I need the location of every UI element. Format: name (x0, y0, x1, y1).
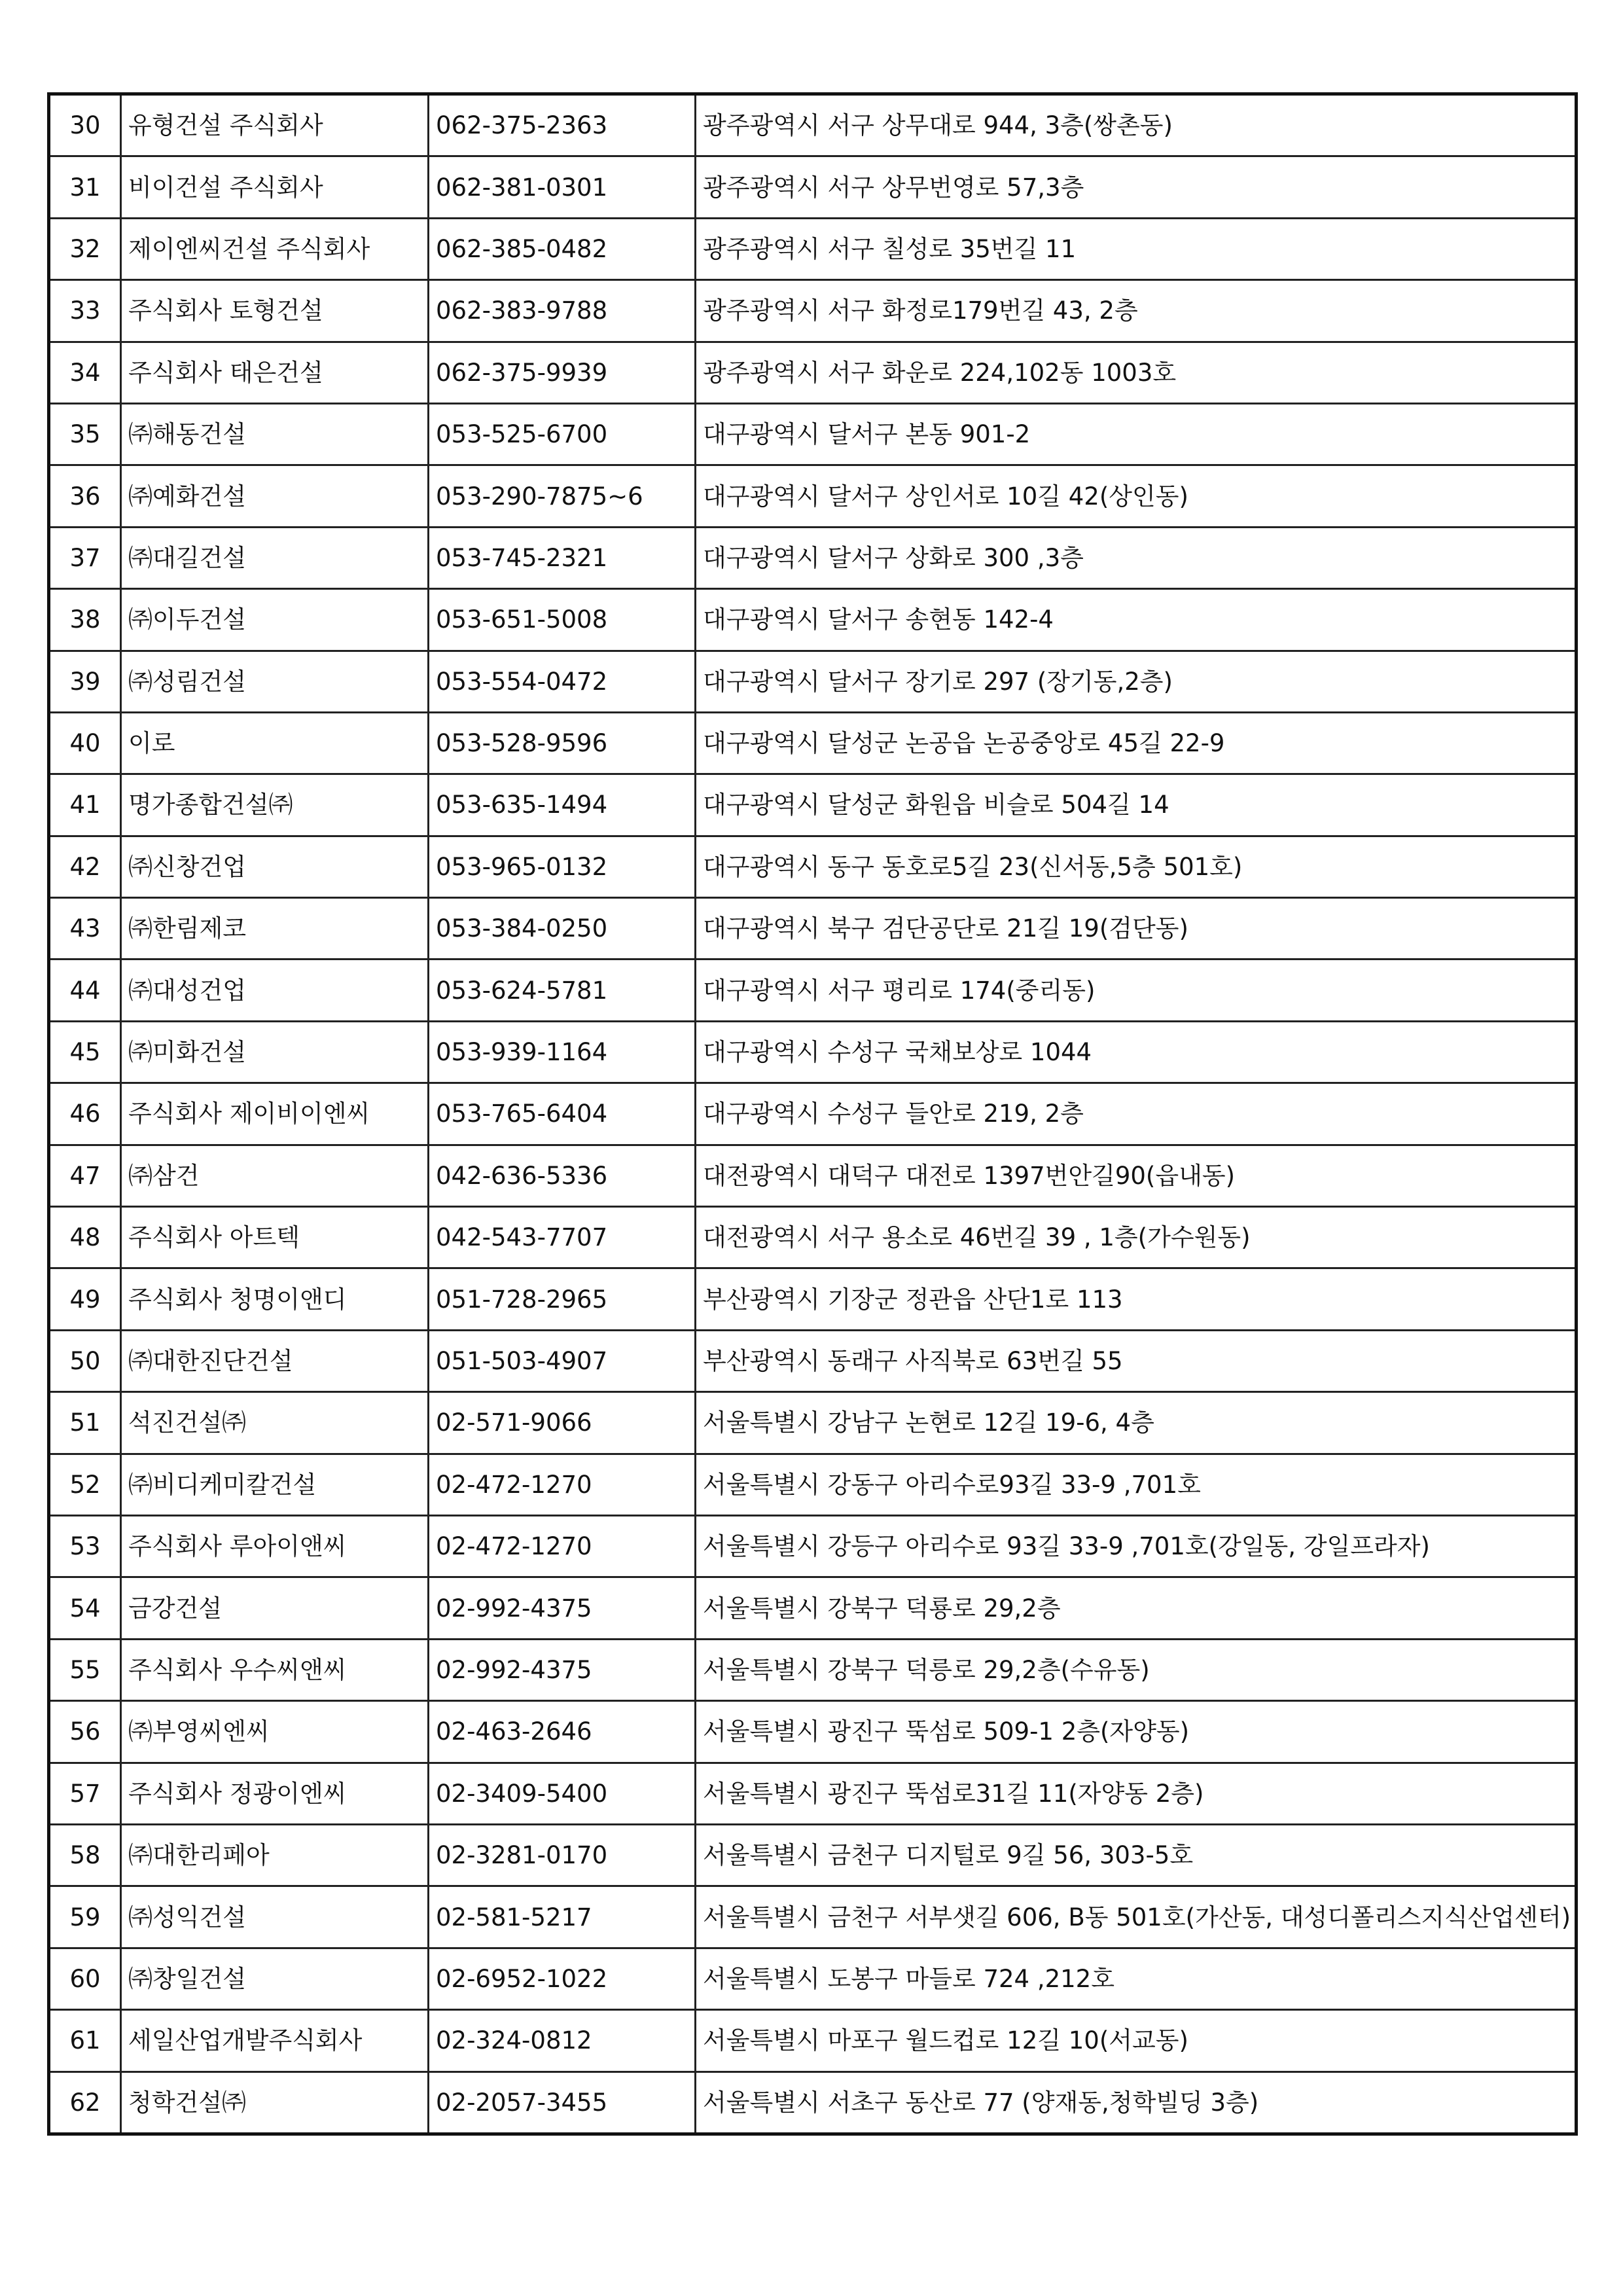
address: 대전광역시 대덕구 대전로 1397번안길90(읍내동) (696, 1145, 1577, 1206)
table-row (49, 898, 1577, 960)
phone-number: 053-765-6404 (429, 1083, 696, 1145)
address: 서울특별시 강북구 덕릉로 29,2층(수유동) (696, 1639, 1577, 1700)
table-row (49, 1145, 1577, 1206)
row-number: 49 (49, 1268, 121, 1330)
address: 대구광역시 달서구 송현동 142-4 (696, 589, 1577, 651)
phone-number: 02-3409-5400 (429, 1763, 696, 1824)
table-row (49, 712, 1577, 774)
table-row (49, 1268, 1577, 1330)
table-row (49, 651, 1577, 712)
row-number: 56 (49, 1701, 121, 1763)
address: 대구광역시 달서구 본동 901-2 (696, 403, 1577, 465)
table-row (49, 1330, 1577, 1391)
table-row (49, 218, 1577, 279)
phone-number: 053-290-7875~6 (429, 465, 696, 527)
row-number: 60 (49, 1948, 121, 2009)
table-row (49, 1763, 1577, 1824)
phone-number: 042-543-7707 (429, 1207, 696, 1268)
phone-number: 051-728-2965 (429, 1268, 696, 1330)
table-row (49, 1886, 1577, 1948)
address: 서울특별시 광진구 뚝섬로31길 11(자양동 2층) (696, 1763, 1577, 1824)
row-number: 34 (49, 342, 121, 403)
address: 광주광역시 서구 화운로 224,102동 1003호 (696, 342, 1577, 403)
row-number: 30 (49, 94, 121, 156)
company-name: ㈜한림제코 (121, 898, 429, 960)
phone-number: 02-472-1270 (429, 1515, 696, 1577)
table-row (49, 280, 1577, 342)
row-number: 35 (49, 403, 121, 465)
row-number: 46 (49, 1083, 121, 1145)
address: 서울특별시 마포구 월드컵로 12길 10(서교동) (696, 2010, 1577, 2072)
table-row (49, 2010, 1577, 2072)
address: 대구광역시 수성구 국채보상로 1044 (696, 1021, 1577, 1083)
row-number: 32 (49, 218, 121, 279)
company-name: ㈜삼건 (121, 1145, 429, 1206)
company-name: ㈜신창건업 (121, 836, 429, 897)
phone-number: 053-554-0472 (429, 651, 696, 712)
row-number: 31 (49, 156, 121, 218)
row-number: 39 (49, 651, 121, 712)
row-number: 40 (49, 712, 121, 774)
company-name: ㈜대한리페아 (121, 1824, 429, 1886)
row-number: 57 (49, 1763, 121, 1824)
company-name: ㈜이두건설 (121, 589, 429, 651)
row-number: 33 (49, 280, 121, 342)
phone-number: 051-503-4907 (429, 1330, 696, 1391)
address: 서울특별시 광진구 뚝섬로 509-1 2층(자양동) (696, 1701, 1577, 1763)
company-name: ㈜대한진단건설 (121, 1330, 429, 1391)
contractor-table-body (49, 94, 1577, 2134)
table-row (49, 342, 1577, 403)
company-name: ㈜예화건설 (121, 465, 429, 527)
phone-number: 062-375-2363 (429, 94, 696, 156)
address: 부산광역시 기장군 정관읍 산단1로 113 (696, 1268, 1577, 1330)
address: 광주광역시 서구 상무번영로 57,3층 (696, 156, 1577, 218)
table-row (49, 1083, 1577, 1145)
company-name: ㈜비디케미칼건설 (121, 1454, 429, 1515)
phone-number: 062-375-9939 (429, 342, 696, 403)
phone-number: 042-636-5336 (429, 1145, 696, 1206)
address: 광주광역시 서구 상무대로 944, 3층(쌍촌동) (696, 94, 1577, 156)
address: 대구광역시 달서구 상화로 300 ,3층 (696, 527, 1577, 588)
row-number: 47 (49, 1145, 121, 1206)
row-number: 55 (49, 1639, 121, 1700)
table-row (49, 94, 1577, 156)
address: 서울특별시 강남구 논현로 12길 19-6, 4층 (696, 1392, 1577, 1454)
row-number: 53 (49, 1515, 121, 1577)
address: 대구광역시 동구 동호로5길 23(신서동,5층 501호) (696, 836, 1577, 897)
row-number: 51 (49, 1392, 121, 1454)
phone-number: 053-651-5008 (429, 589, 696, 651)
company-name: 주식회사 아트텍 (121, 1207, 429, 1268)
address: 대구광역시 달성군 화원읍 비슬로 504길 14 (696, 774, 1577, 836)
company-name: 유형건설 주식회사 (121, 94, 429, 156)
company-name: 주식회사 토형건설 (121, 280, 429, 342)
address: 서울특별시 서초구 동산로 77 (양재동,청학빌딩 3층) (696, 2072, 1577, 2134)
phone-number: 02-3281-0170 (429, 1824, 696, 1886)
address: 서울특별시 도봉구 마들로 724 ,212호 (696, 1948, 1577, 2009)
table-row (49, 1454, 1577, 1515)
table-row (49, 1515, 1577, 1577)
contractor-table (47, 92, 1578, 2136)
company-name: 비이건설 주식회사 (121, 156, 429, 218)
company-name: 주식회사 청명이앤디 (121, 1268, 429, 1330)
phone-number: 02-6952-1022 (429, 1948, 696, 2009)
table-row (49, 1577, 1577, 1639)
company-name: 주식회사 제이비이엔씨 (121, 1083, 429, 1145)
row-number: 61 (49, 2010, 121, 2072)
company-name: ㈜성익건설 (121, 1886, 429, 1948)
table-row (49, 836, 1577, 897)
address: 대구광역시 북구 검단공단로 21길 19(검단동) (696, 898, 1577, 960)
company-name: ㈜부영씨엔씨 (121, 1701, 429, 1763)
address: 대구광역시 서구 평리로 174(중리동) (696, 960, 1577, 1021)
address: 광주광역시 서구 화정로179번길 43, 2층 (696, 280, 1577, 342)
row-number: 36 (49, 465, 121, 527)
company-name: 명가종합건설㈜ (121, 774, 429, 836)
address: 대구광역시 수성구 들안로 219, 2층 (696, 1083, 1577, 1145)
row-number: 38 (49, 589, 121, 651)
company-name: ㈜성림건설 (121, 651, 429, 712)
address: 서울특별시 금천구 서부샛길 606, B동 501호(가산동, 대성디폴리스지식산업센터) (696, 1886, 1577, 1948)
table-row (49, 1701, 1577, 1763)
phone-number: 053-965-0132 (429, 836, 696, 897)
table-row (49, 960, 1577, 1021)
company-name: 주식회사 정광이엔씨 (121, 1763, 429, 1824)
company-name: 금강건설 (121, 1577, 429, 1639)
company-name: ㈜미화건설 (121, 1021, 429, 1083)
company-name: 세일산업개발주식회사 (121, 2010, 429, 2072)
phone-number: 02-992-4375 (429, 1639, 696, 1700)
phone-number: 053-384-0250 (429, 898, 696, 960)
company-name: 석진건설㈜ (121, 1392, 429, 1454)
company-name: ㈜창일건설 (121, 1948, 429, 2009)
phone-number: 062-383-9788 (429, 280, 696, 342)
phone-number: 053-528-9596 (429, 712, 696, 774)
phone-number: 062-385-0482 (429, 218, 696, 279)
row-number: 62 (49, 2072, 121, 2134)
row-number: 48 (49, 1207, 121, 1268)
phone-number: 02-324-0812 (429, 2010, 696, 2072)
row-number: 50 (49, 1330, 121, 1391)
row-number: 44 (49, 960, 121, 1021)
phone-number: 053-745-2321 (429, 527, 696, 588)
address: 서울특별시 강등구 아리수로 93길 33-9 ,701호(강일동, 강일프라자) (696, 1515, 1577, 1577)
row-number: 54 (49, 1577, 121, 1639)
address: 대구광역시 달서구 상인서로 10길 42(상인동) (696, 465, 1577, 527)
address: 대구광역시 달서구 장기로 297 (장기동,2층) (696, 651, 1577, 712)
company-name: ㈜해동건설 (121, 403, 429, 465)
table-row (49, 1392, 1577, 1454)
table-row (49, 1639, 1577, 1700)
contractor-list-sheet (47, 92, 1575, 2136)
company-name: 청학건설㈜ (121, 2072, 429, 2134)
company-name: 이로 (121, 712, 429, 774)
table-row (49, 589, 1577, 651)
row-number: 42 (49, 836, 121, 897)
table-row (49, 1021, 1577, 1083)
table-row (49, 1824, 1577, 1886)
phone-number: 02-2057-3455 (429, 2072, 696, 2134)
table-row (49, 156, 1577, 218)
address: 광주광역시 서구 칠성로 35번길 11 (696, 218, 1577, 279)
address: 서울특별시 금천구 디지털로 9길 56, 303-5호 (696, 1824, 1577, 1886)
phone-number: 053-939-1164 (429, 1021, 696, 1083)
address: 대구광역시 달성군 논공읍 논공중앙로 45길 22-9 (696, 712, 1577, 774)
phone-number: 02-472-1270 (429, 1454, 696, 1515)
table-row (49, 1207, 1577, 1268)
row-number: 43 (49, 898, 121, 960)
row-number: 59 (49, 1886, 121, 1948)
phone-number: 062-381-0301 (429, 156, 696, 218)
row-number: 41 (49, 774, 121, 836)
company-name: 제이엔씨건설 주식회사 (121, 218, 429, 279)
table-row (49, 465, 1577, 527)
table-row (49, 774, 1577, 836)
address: 서울특별시 강북구 덕룡로 29,2층 (696, 1577, 1577, 1639)
company-name: 주식회사 우수씨앤씨 (121, 1639, 429, 1700)
phone-number: 053-624-5781 (429, 960, 696, 1021)
address: 서울특별시 강동구 아리수로93길 33-9 ,701호 (696, 1454, 1577, 1515)
phone-number: 053-525-6700 (429, 403, 696, 465)
row-number: 37 (49, 527, 121, 588)
phone-number: 02-992-4375 (429, 1577, 696, 1639)
company-name: ㈜대길건설 (121, 527, 429, 588)
phone-number: 02-581-5217 (429, 1886, 696, 1948)
phone-number: 053-635-1494 (429, 774, 696, 836)
company-name: 주식회사 태은건설 (121, 342, 429, 403)
phone-number: 02-463-2646 (429, 1701, 696, 1763)
table-row (49, 403, 1577, 465)
company-name: 주식회사 루아이앤씨 (121, 1515, 429, 1577)
table-row (49, 2072, 1577, 2134)
table-row (49, 1948, 1577, 2009)
address: 부산광역시 동래구 사직북로 63번길 55 (696, 1330, 1577, 1391)
address: 대전광역시 서구 용소로 46번길 39 , 1층(가수원동) (696, 1207, 1577, 1268)
phone-number: 02-571-9066 (429, 1392, 696, 1454)
table-row (49, 527, 1577, 588)
row-number: 52 (49, 1454, 121, 1515)
row-number: 58 (49, 1824, 121, 1886)
company-name: ㈜대성건업 (121, 960, 429, 1021)
row-number: 45 (49, 1021, 121, 1083)
